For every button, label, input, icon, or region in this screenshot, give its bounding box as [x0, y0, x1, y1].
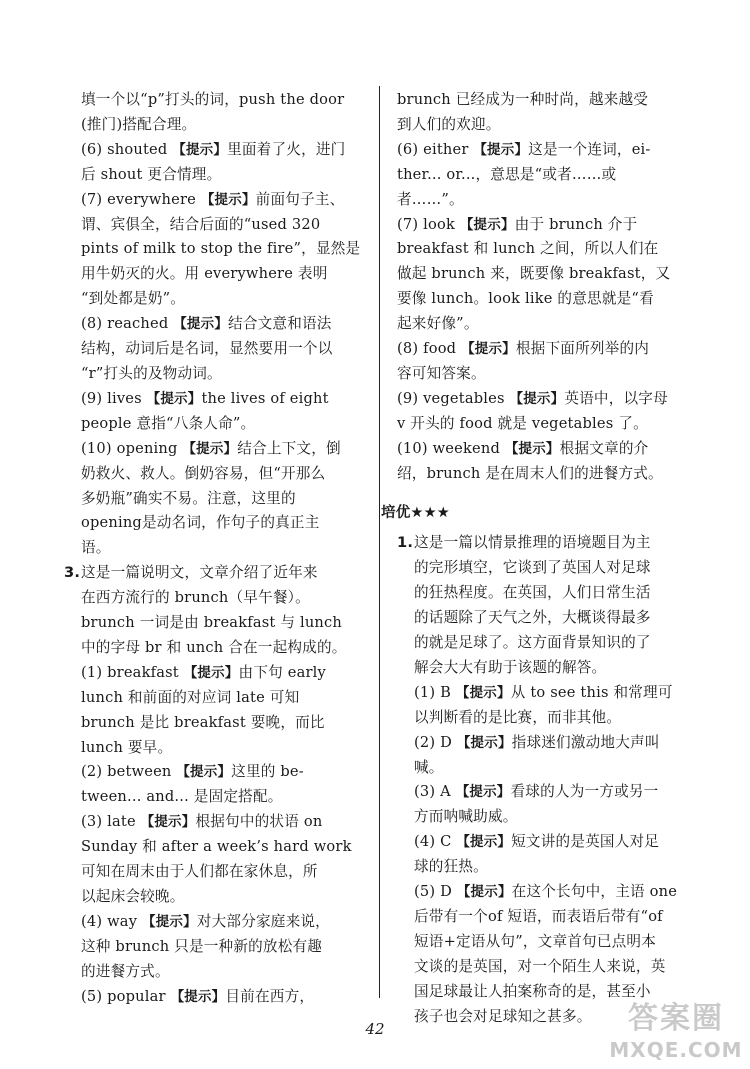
paragraph-right-1: brunch 已经成为一种时尚，越来越受 到人们的欢迎。 [397, 91, 649, 133]
answer-3-3: (3) late 【提示】根据句中的状语 on Sunday 和 after a week’s hard work 可知在周末由于人们都在家休息，所 以起床会较晚。 [81, 813, 352, 905]
paragraph-left-1: 填一个以“p”打头的词，push the door (推门)搭配合理。 [81, 91, 345, 133]
watermark-title: 答案圈 [628, 1001, 724, 1036]
answer-3-7: (7) look 【提示】由于 brunch 介于 breakfast 和 lunch 之间，所以人们在 做起 brunch 来，既要像 breakfast，又 要像 lunch。look like 的意思就是“看 起来好像”。 [397, 215, 671, 333]
answer-3-10: (10) weekend 【提示】根据文章的介 绍，brunch 是在周末人们的进餐方式。 [397, 439, 663, 482]
answer-3-5: (5) popular 【提示】目前在西方， [81, 987, 315, 1005]
answer-3-4: (4) way 【提示】对大部分家庭来说， 这种 brunch 只是一种新的放松有趣 的进餐方式。 [81, 912, 330, 980]
right-column [381, 88, 689, 1030]
left-column [64, 88, 364, 1010]
answer-left-7: (7) everywhere 【提示】前面句子主、 谓、宾俱全，结合后面的“used 320 pints of milk to stop the fire”，显然是 用牛奶灭的火。用 everywhere 表明 “到处都是奶”。 [81, 190, 361, 308]
section-heading: 培优★★★ [381, 504, 450, 521]
page-number: 42 [365, 1020, 385, 1038]
question-number: 1. [397, 534, 414, 552]
answer-left-6: (6) shouted 【提示】里面着了火，进门 后 shout 更合情理。 [81, 140, 346, 183]
answer-1-4: (4) C 【提示】短文讲的是英国人对足 球的狂热。 [414, 833, 660, 876]
question-1-intro: 1.这是一篇以情景推理的语境题目为主 的完形填空，它谈到了英国人对足球 的狂热程度。在英国，人们日常生活 的话题除了天气之外，大概谈得最多 的就是足球了。这方面背景知识的了 解会大大有助于该题的解答。 [397, 531, 689, 680]
answer-3-6: (6) either 【提示】这是一个连词，ei- ther... or...，意思是“或者……或 者……”。 [397, 140, 651, 208]
answer-left-10: (10) opening 【提示】结合上下文，倒 奶救火、救人。倒奶容易，但“开那么 多奶瓶”确实不易。注意，这里的 opening是动名词，作句子的真正主 语。 [81, 439, 341, 557]
answer-3-8: (8) food 【提示】根据下面所列举的内 容可知答案。 [397, 340, 650, 382]
answer-left-8: (8) reached 【提示】结合文意和语法 结构，动词后是名词，显然要用一个以 “r”打头的及物动词。 [81, 315, 333, 382]
column-divider [379, 86, 380, 998]
watermark-url: MXQE.COM [609, 1038, 743, 1062]
watermark-logo [606, 999, 746, 1067]
answer-3-1: (1) breakfast 【提示】由下句 early lunch 和前面的对应词 late 可知 brunch 是比 breakfast 要晚，而比 lunch 要早。 [81, 663, 326, 756]
answer-1-3: (3) A 【提示】看球的人为一方或另一 方而呐喊助威。 [414, 783, 659, 826]
answer-1-5: (5) D 【提示】在这个长句中，主语 one 后带有一个of 短语，而表语后带有“of 短语+定语从句”，文章首句已点明本 文谈的是英国，对一个陌生人来说，英 国足球最让人拍案称奇的是，甚至小 孩子也会对足球知之甚多。 [414, 883, 678, 1025]
answer-1-2: (2) D 【提示】指球迷们激动地大声叫喊。 [414, 733, 660, 776]
answer-3-2: (2) between 【提示】这里的 be- tween... and... 是固定搭配。 [81, 763, 304, 806]
answer-left-9: (9) lives 【提示】the lives of eight people 意指“八条人命”。 [81, 389, 329, 432]
answer-3-9: (9) vegetables 【提示】英语中，以字母 v 开头的 food 就是 vegetables 了。 [397, 389, 668, 432]
question-3-intro: 3.这是一篇说明文，文章介绍了近年来 在西方流行的 brunch（早午餐）。 brunch 一词是由 breakfast 与 lunch 中的字母 br 和 unch 合在一起构成的。 [64, 561, 364, 661]
question-number: 3. [64, 564, 81, 582]
answer-1-1: (1) B 【提示】从 to see this 和常理可 以判断看的是比赛，而非其他。 [414, 683, 673, 726]
